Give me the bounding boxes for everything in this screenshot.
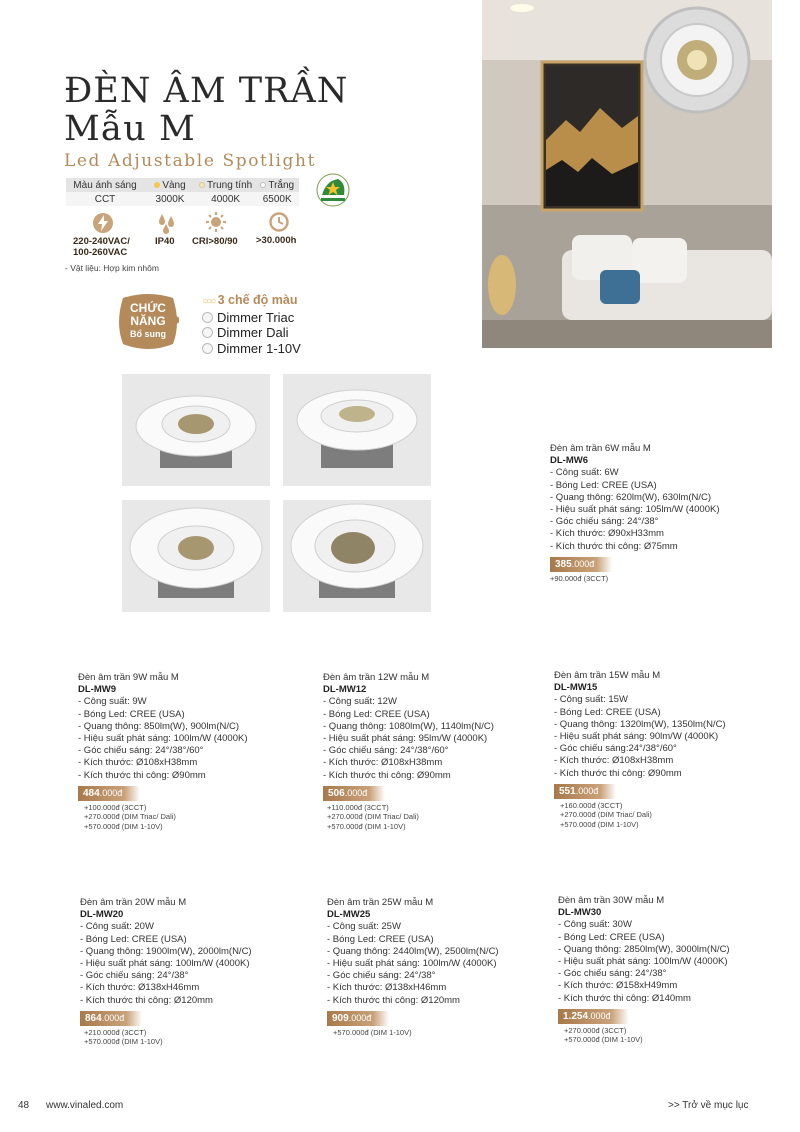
spec-line: - Bóng Led: CREE (USA) — [327, 933, 434, 945]
product-code: DL-MW15 — [554, 682, 598, 694]
hero-interior-photo — [482, 0, 772, 348]
price-band: 909.000đ — [327, 1011, 389, 1026]
spec-line: - Hiệu suất phát sáng: 105lm/W (4000K) — [550, 504, 720, 516]
addon-list: +210.000đ (3CCT) +570.000đ (DIM 1-10V) — [84, 1027, 163, 1047]
cct-3000: 3000K — [144, 192, 196, 206]
sun-icon — [205, 211, 227, 238]
product-name: Đèn âm trần 30W mẫu M — [558, 895, 665, 906]
price-band: 385.000đ — [550, 557, 612, 572]
title-line-2: Mẫu M — [64, 109, 196, 149]
spec-line: - Hiệu suất phát sáng: 100lm/W (4000K) — [80, 958, 250, 970]
product-photo-3 — [122, 500, 270, 612]
function-item-dali: Dimmer Dali — [202, 325, 301, 341]
feature-life-label: >30.000h — [256, 235, 297, 246]
product-mw25 — [327, 897, 499, 1037]
spec-line: - Bóng Led: CREE (USA) — [80, 933, 187, 945]
spec-line: - Công suất: 12W — [323, 696, 397, 708]
spec-line: - Kích thước: Ø158xH49mm — [558, 980, 678, 992]
function-list — [202, 293, 301, 356]
spec-line: - Hiệu suất phát sáng: 100lm/W (4000K) — [327, 958, 497, 970]
price-band: 506.000đ — [323, 786, 385, 801]
page-title — [64, 72, 348, 148]
spec-line: - Bóng Led: CREE (USA) — [550, 479, 657, 491]
spec-line: - Kích thước thi công: Ø90mm — [78, 769, 206, 781]
product-name: Đèn âm trần 6W mẫu M — [550, 443, 651, 454]
addon-list: +90.000đ (3CCT) — [550, 573, 609, 583]
material-note: - Vật liệu: Hợp kim nhôm — [65, 263, 159, 273]
product-name: Đèn âm trần 20W mẫu M — [80, 897, 187, 908]
spec-line: - Kích thước: Ø138xH46mm — [327, 982, 447, 994]
color-modes-heading: ○○○ 3 chế độ màu — [202, 293, 298, 307]
product-name: Đèn âm trần 9W mẫu M — [78, 672, 179, 683]
back-to-contents-link[interactable]: >> Trở về mục lục — [668, 1100, 749, 1111]
bubble-line-1: CHỨC — [130, 301, 166, 315]
clock-icon — [268, 211, 290, 238]
color-temperature-table — [66, 178, 299, 206]
addon-list: +100.000đ (3CCT) +270.000đ (DIM Triac/ Dali) +570.000đ (DIM 1-10V) — [84, 802, 176, 831]
spec-line: - Công suất: 15W — [554, 694, 628, 706]
spec-line: - Góc chiếu sáng: 24°/38° — [550, 516, 659, 528]
certification-badge-icon — [316, 173, 350, 207]
spec-line: - Hiệu suất phát sáng: 100lm/W (4000K) — [78, 733, 248, 745]
function-item-triac: Dimmer Triac — [202, 310, 301, 326]
color-neutral: Trung tính — [196, 178, 255, 192]
voltage-icon — [92, 212, 114, 239]
spec-line: - Kích thước: Ø108xH38mm — [554, 755, 674, 767]
feature-voltage-label: 220-240VAC/ 100-260VAC — [73, 236, 130, 258]
spec-line: - Góc chiếu sáng: 24°/38°/60° — [78, 745, 204, 757]
cct-4000: 4000K — [196, 192, 255, 206]
price-band: 551.000đ — [554, 784, 616, 799]
spec-line: - Kích thước thi công: Ø75mm — [550, 540, 678, 552]
spec-line: - Góc chiếu sáng: 24°/38° — [558, 968, 667, 980]
product-name: Đèn âm trần 15W mẫu M — [554, 670, 661, 681]
water-drops-icon — [156, 212, 178, 239]
feature-ip-label: IP40 — [155, 236, 175, 247]
product-mw12 — [323, 672, 494, 831]
spec-line: - Công suất: 20W — [80, 921, 154, 933]
footer-website-link[interactable]: www.vinaled.com — [46, 1100, 124, 1111]
dimmer-knob-icon — [202, 327, 213, 338]
page-number: 48 — [18, 1100, 30, 1111]
spec-line: - Công suất: 25W — [327, 921, 401, 933]
page-subtitle: Led Adjustable Spotlight — [64, 151, 317, 171]
addon-list: +270.000đ (3CCT) +570.000đ (DIM 1-10V) — [564, 1025, 643, 1045]
cct-label: CCT — [66, 192, 144, 206]
color-warm: Vàng — [144, 178, 196, 192]
bubble-line-3: Bổ sung — [130, 329, 166, 339]
product-photo-1 — [122, 374, 270, 486]
spec-line: - Kích thước: Ø108xH38mm — [323, 757, 443, 769]
spec-line: - Góc chiếu sáng:24°/38°/60° — [554, 743, 677, 755]
price-band: 1.254.000đ — [558, 1009, 629, 1024]
spec-line: - Bóng Led: CREE (USA) — [558, 931, 665, 943]
product-code: DL-MW30 — [558, 907, 602, 919]
feature-cri-label: CRI>80/90 — [192, 236, 238, 247]
spec-line: - Quang thông: 620lm(W), 630lm(N/C) — [550, 491, 712, 503]
product-mw30 — [558, 895, 730, 1045]
spec-line: - Bóng Led: CREE (USA) — [554, 706, 661, 718]
product-code: DL-MW6 — [550, 455, 588, 467]
product-name: Đèn âm trần 25W mẫu M — [327, 897, 434, 908]
spec-line: - Góc chiếu sáng: 24°/38° — [80, 970, 189, 982]
spec-line: - Quang thông: 2440lm(W), 2500lm(N/C) — [327, 945, 499, 957]
spec-line: - Kích thước thi công: Ø90mm — [554, 767, 682, 779]
spec-line: - Quang thông: 1080lm(W), 1140lm(N/C) — [323, 720, 494, 732]
white-dot-icon — [260, 182, 266, 188]
cct-6500: 6500K — [255, 192, 299, 206]
function-bubble — [117, 294, 179, 352]
color-label: Màu ánh sáng — [66, 178, 144, 192]
spec-line: - Kích thước thi công: Ø120mm — [327, 994, 460, 1006]
spec-line: - Kích thước thi công: Ø140mm — [558, 992, 691, 1004]
product-photo-2 — [283, 374, 431, 486]
title-line-1: ĐÈN ÂM TRẦN — [64, 71, 349, 111]
function-item-1-10v: Dimmer 1-10V — [202, 341, 301, 357]
spec-line: - Kích thước: Ø108xH38mm — [78, 757, 198, 769]
spec-line: - Công suất: 6W — [550, 467, 619, 479]
color-white: Trắng — [255, 178, 299, 192]
dimmer-knob-icon — [202, 312, 213, 323]
spec-line: - Quang thông: 850lm(W), 900lm(N/C) — [78, 720, 240, 732]
addon-list: +570.000đ (DIM 1-10V) — [333, 1027, 412, 1037]
spec-line: - Góc chiếu sáng: 24°/38°/60° — [323, 745, 449, 757]
color-row — [66, 178, 299, 192]
product-name: Đèn âm trần 12W mẫu M — [323, 672, 430, 683]
spec-line: - Bóng Led: CREE (USA) — [78, 708, 185, 720]
spec-line: - Quang thông: 2850lm(W), 3000lm(N/C) — [558, 943, 730, 955]
dimmer-knob-icon — [202, 343, 213, 354]
neutral-dot-icon — [199, 182, 205, 188]
product-photo-4 — [283, 500, 431, 612]
spec-line: - Quang thông: 1320lm(W), 1350lm(N/C) — [554, 718, 726, 730]
product-mw9 — [78, 672, 248, 831]
price-band: 864.000đ — [80, 1011, 142, 1026]
bubble-line-2: NĂNG — [130, 314, 166, 328]
spec-line: - Công suất: 30W — [558, 919, 632, 931]
product-code: DL-MW20 — [80, 909, 124, 921]
three-rings-icon: ○○○ — [202, 296, 215, 307]
spec-line: - Hiệu suất phát sáng: 90lm/W (4000K) — [554, 731, 719, 743]
product-mw20 — [80, 897, 252, 1047]
warm-dot-icon — [154, 182, 160, 188]
spec-line: - Công suất: 9W — [78, 696, 147, 708]
product-code: DL-MW12 — [323, 684, 367, 696]
spec-line: - Góc chiếu sáng: 24°/38° — [327, 970, 436, 982]
addon-list: +110.000đ (3CCT) +270.000đ (DIM Triac/ Dali) +570.000đ (DIM 1-10V) — [327, 802, 419, 831]
cct-row — [66, 192, 299, 206]
product-mw15 — [554, 670, 726, 829]
spec-line: - Kích thước: Ø90xH33mm — [550, 528, 664, 540]
addon-list: +160.000đ (3CCT) +270.000đ (DIM Triac/ Dali) +570.000đ (DIM 1-10V) — [560, 800, 652, 829]
product-code: DL-MW25 — [327, 909, 371, 921]
price-band: 484.000đ — [78, 786, 140, 801]
spec-line: - Kích thước thi công: Ø120mm — [80, 994, 213, 1006]
spec-line: - Kích thước: Ø138xH46mm — [80, 982, 200, 994]
product-code: DL-MW9 — [78, 684, 116, 696]
spec-line: - Bóng Led: CREE (USA) — [323, 708, 430, 720]
spec-line: - Kích thước thi công: Ø90mm — [323, 769, 451, 781]
spec-line: - Hiệu suất phát sáng: 100lm/W (4000K) — [558, 956, 728, 968]
spec-line: - Quang thông: 1900lm(W), 2000lm(N/C) — [80, 945, 252, 957]
spec-line: - Hiệu suất phát sáng: 95lm/W (4000K) — [323, 733, 488, 745]
product-mw6 — [550, 443, 720, 583]
